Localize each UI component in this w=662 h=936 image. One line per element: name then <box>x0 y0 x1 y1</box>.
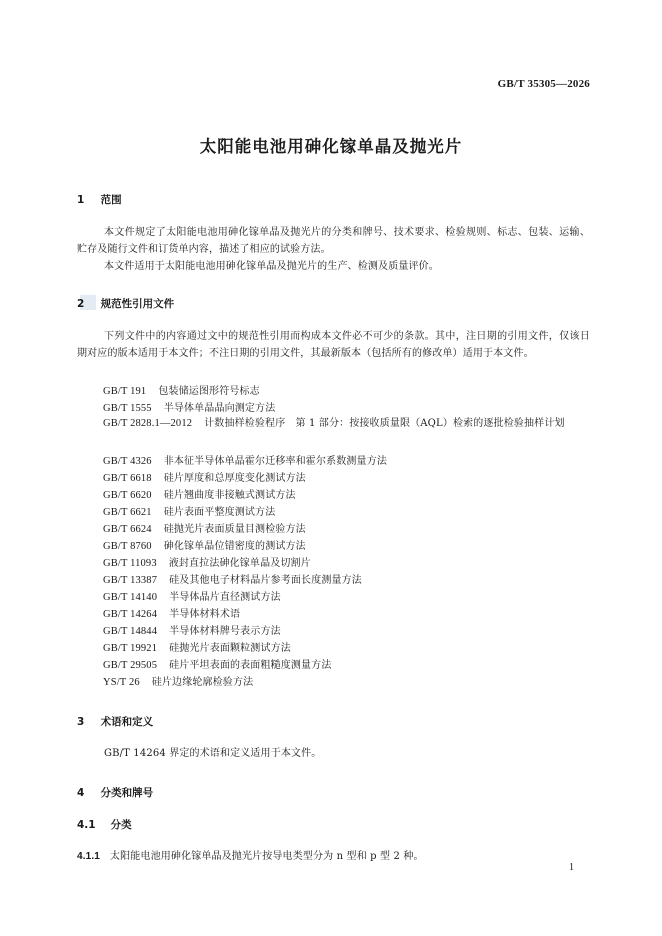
clause-text: 太阳能电池用砷化镓单晶及抛光片按导电类型分为 n 型和 p 型 2 种。 <box>110 851 424 862</box>
reference-code: GB/T 8760 <box>103 541 152 552</box>
reference-item <box>103 452 387 467</box>
reference-code: GB/T 29505 <box>103 660 158 671</box>
reference-title: 半导体材料术语 <box>169 609 241 620</box>
reference-code: GB/T 4326 <box>103 456 152 467</box>
reference-item <box>103 605 240 620</box>
reference-code: GB/T 1555 <box>103 403 152 414</box>
subsection-4-1-heading <box>77 817 132 832</box>
reference-code: GB/T 6624 <box>103 524 152 535</box>
reference-title: 硅片翘曲度非接触式测试方法 <box>163 490 296 501</box>
reference-item <box>103 382 260 397</box>
reference-item <box>103 571 362 586</box>
section-title: 范围 <box>100 194 122 206</box>
reference-title: 硅片平坦表面的表面粗糙度测量方法 <box>169 660 332 671</box>
reference-code: GB/T 19921 <box>103 643 158 654</box>
section-number: 3 <box>77 716 85 728</box>
reference-item <box>103 656 332 671</box>
section-1-heading <box>77 192 122 207</box>
clause-4-1-1 <box>77 847 424 862</box>
standard-code-header: GB/T 35305—2026 <box>497 78 590 90</box>
reference-code: GB/T 14844 <box>103 626 158 637</box>
reference-title: 砷化镓单晶位错密度的测试方法 <box>163 541 306 552</box>
reference-title: 非本征半导体单晶霍尔迁移率和霍尔系数测量方法 <box>163 456 388 467</box>
reference-item <box>103 554 311 569</box>
reference-title: 硅及其他电子材料晶片参考面长度测量方法 <box>169 575 362 586</box>
reference-item <box>103 537 306 552</box>
reference-item <box>103 639 291 654</box>
page-number: 1 <box>569 862 574 873</box>
reference-title: 半导体晶片直径测试方法 <box>169 592 281 603</box>
reference-title: 液封直拉法砷化镓单晶及切割片 <box>168 558 311 569</box>
reference-code: GB/T 6620 <box>103 490 152 501</box>
reference-title: 包装储运图形符号标志 <box>158 386 260 397</box>
section-4-heading <box>77 785 153 800</box>
section-number: 4 <box>77 787 85 799</box>
reference-code: GB/T 6618 <box>103 473 152 484</box>
reference-item <box>103 520 306 535</box>
reference-title: 硅抛光片表面颗粒测试方法 <box>169 643 291 654</box>
section-number: 2 <box>77 298 85 310</box>
scope-paragraph-1: 本文件规定了太阳能电池用砷化镓单晶及抛光片的分类和牌号、技术要求、检验规则、标志、包装、运输、贮存及随行文件和订货单内容，描述了相应的试验方法。 <box>77 227 590 255</box>
section-title: 术语和定义 <box>100 716 154 728</box>
section-title: 规范性引用文件 <box>100 298 175 310</box>
section-3-heading <box>77 714 153 729</box>
reference-title: 半导体材料牌号表示方法 <box>169 626 281 637</box>
section-number: 1 <box>77 194 85 206</box>
reference-item <box>103 399 275 414</box>
reference-code: GB/T 2828.1—2012 <box>103 418 193 429</box>
reference-item <box>103 486 296 501</box>
section-number: 4.1 <box>77 819 96 831</box>
reference-title: 硅片边缘轮廓检验方法 <box>151 677 254 688</box>
clause-number: 4.1.1 <box>77 851 100 862</box>
reference-code: GB/T 6621 <box>103 507 152 518</box>
reference-code: GB/T 14140 <box>103 592 158 603</box>
reference-title: 硅抛光片表面质量目测检验方法 <box>163 524 306 535</box>
reference-code: GB/T 13387 <box>103 575 158 586</box>
reference-code: GB/T 191 <box>103 386 147 397</box>
scope-paragraph-2: 本文件适用于太阳能电池用砷化镓单晶及抛光片的生产、检测及质量评价。 <box>104 261 439 272</box>
section-2-heading <box>77 296 174 311</box>
reference-item <box>103 469 306 484</box>
reference-item <box>103 673 253 688</box>
terms-paragraph: GB/T 14264 界定的术语和定义适用于本文件。 <box>104 748 322 759</box>
reference-item <box>77 415 590 432</box>
reference-code: YS/T 26 <box>103 677 140 688</box>
reference-title: 硅片表面平整度测试方法 <box>163 507 276 518</box>
reference-item <box>103 503 275 518</box>
reference-title: 半导体单晶晶向测定方法 <box>163 403 276 414</box>
reference-code: GB/T 11093 <box>103 558 157 569</box>
document-title: 太阳能电池用砷化镓单晶及抛光片 <box>199 137 463 156</box>
reference-item <box>103 588 281 603</box>
reference-code: GB/T 14264 <box>103 609 158 620</box>
reference-title: 计数抽样检验程序 第 1 部分：按接收质量限（AQL）检索的逐批检验抽样计划 <box>204 418 565 429</box>
section-title: 分类和牌号 <box>100 787 154 799</box>
section-title: 分类 <box>110 819 132 831</box>
reference-title: 硅片厚度和总厚度变化测试方法 <box>163 473 306 484</box>
normative-references-intro: 下列文件中的内容通过文中的规范性引用而构成本文件必不可少的条款。其中，注日期的引用文件，仅该日期对应的版本适用于本文件；不注日期的引用文件，其最新版本（包括所有的修改单）适用于本文件。 <box>77 331 590 359</box>
reference-item <box>103 622 281 637</box>
